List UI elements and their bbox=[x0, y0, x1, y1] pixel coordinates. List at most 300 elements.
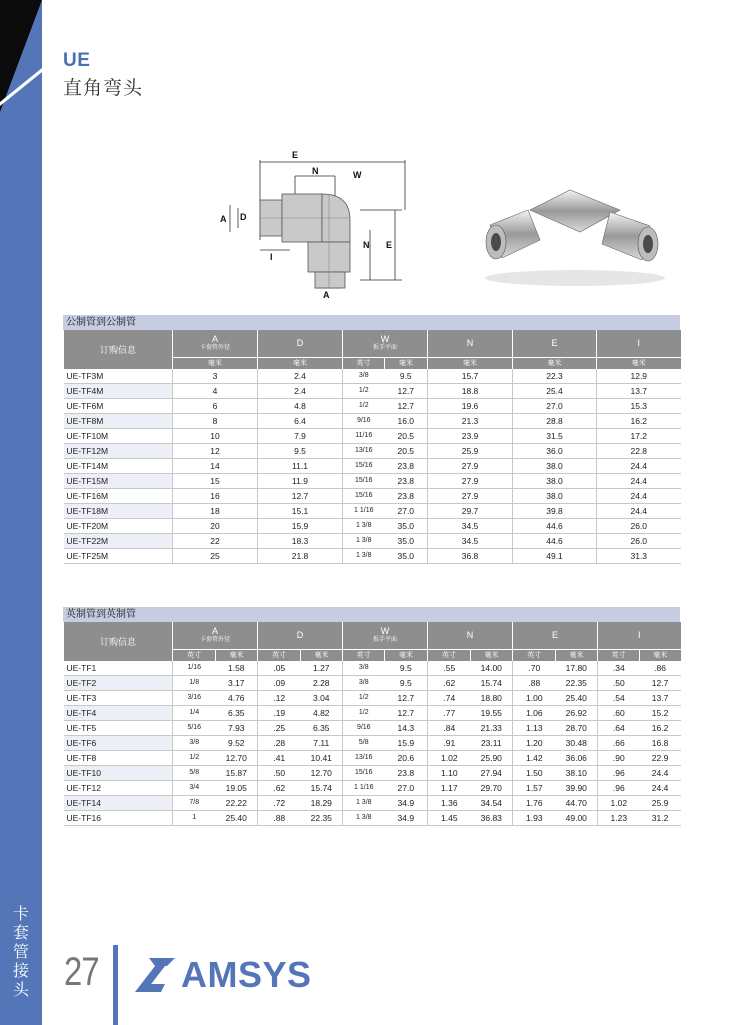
w-mm-cell: 12.7 bbox=[385, 383, 428, 398]
w-mm-cell: 23.8 bbox=[385, 765, 428, 780]
w-in-cell: 9/16 bbox=[343, 413, 385, 428]
i-mm-cell: 24.4 bbox=[597, 488, 681, 503]
footer-divider bbox=[113, 945, 118, 1025]
w-in-cell: 15/16 bbox=[343, 488, 385, 503]
a-mm-cell: 14 bbox=[173, 458, 258, 473]
imperial-table-body bbox=[64, 661, 681, 826]
w-in-cell: 5/8 bbox=[343, 735, 385, 750]
i-mm-cell: 26.0 bbox=[597, 533, 681, 548]
d-mm-cell: 10.41 bbox=[301, 750, 343, 765]
dim-label-e: E bbox=[292, 150, 299, 160]
w-mm-cell: 34.9 bbox=[385, 810, 428, 825]
unit-in: 英寸 bbox=[343, 649, 385, 661]
order-code-cell: UE-TF3M bbox=[64, 369, 173, 384]
w-in-cell: 3/8 bbox=[343, 675, 385, 690]
a-mm-cell: 4.76 bbox=[216, 690, 258, 705]
i-in-cell: .60 bbox=[598, 705, 640, 720]
n-mm-cell: 36.83 bbox=[471, 810, 513, 825]
unit-in: 英寸 bbox=[428, 649, 471, 661]
a-mm-cell: 22 bbox=[173, 533, 258, 548]
n-in-cell: 1.02 bbox=[428, 750, 471, 765]
order-code-cell: UE-TF5 bbox=[64, 720, 173, 735]
a-in-cell: 3/16 bbox=[173, 690, 216, 705]
table-row bbox=[64, 398, 681, 413]
order-code-cell: UE-TF25M bbox=[64, 548, 173, 563]
imperial-table-title: 英制管到英制管 bbox=[63, 607, 680, 622]
elbow-product-photo bbox=[470, 170, 680, 290]
e-mm-cell: 22.3 bbox=[513, 369, 597, 384]
d-in-cell: .72 bbox=[258, 795, 301, 810]
e-mm-cell: 31.5 bbox=[513, 428, 597, 443]
w-mm-cell: 9.5 bbox=[385, 675, 428, 690]
unit-mm: 毫米 bbox=[640, 649, 681, 661]
a-mm-cell: 4 bbox=[173, 383, 258, 398]
n-mm-cell: 27.9 bbox=[428, 473, 513, 488]
e-mm-cell: 39.8 bbox=[513, 503, 597, 518]
e-mm-cell: 25.4 bbox=[513, 383, 597, 398]
col-d: D bbox=[258, 622, 343, 649]
i-mm-cell: 17.2 bbox=[597, 428, 681, 443]
a-in-cell: 3/4 bbox=[173, 780, 216, 795]
order-code-cell: UE-TF8 bbox=[64, 750, 173, 765]
w-in-cell: 1 1/16 bbox=[343, 780, 385, 795]
a-mm-cell: 6.35 bbox=[216, 705, 258, 720]
order-code-cell: UE-TF4M bbox=[64, 383, 173, 398]
table-row bbox=[64, 705, 681, 720]
a-in-cell: 1/16 bbox=[173, 661, 216, 676]
table-row bbox=[64, 443, 681, 458]
d-mm-cell: 15.1 bbox=[258, 503, 343, 518]
d-in-cell: .41 bbox=[258, 750, 301, 765]
col-order-info: 订购信息 bbox=[64, 622, 173, 661]
w-mm-cell: 12.7 bbox=[385, 705, 428, 720]
elbow-dimension-drawing bbox=[210, 150, 430, 300]
order-code-cell: UE-TF12M bbox=[64, 443, 173, 458]
order-code-cell: UE-TF8M bbox=[64, 413, 173, 428]
product-name: 直角弯头 bbox=[63, 78, 144, 99]
i-mm-cell: 26.0 bbox=[597, 518, 681, 533]
order-code-cell: UE-TF14 bbox=[64, 795, 173, 810]
table-row bbox=[64, 795, 681, 810]
e-in-cell: .88 bbox=[513, 675, 556, 690]
d-in-cell: .88 bbox=[258, 810, 301, 825]
e-mm-cell: 49.1 bbox=[513, 548, 597, 563]
e-mm-cell: 27.0 bbox=[513, 398, 597, 413]
metric-table-title: 公制管到公制管 bbox=[63, 315, 680, 330]
a-in-cell: 1/8 bbox=[173, 675, 216, 690]
table-row bbox=[64, 765, 681, 780]
i-mm-cell: 24.4 bbox=[640, 765, 681, 780]
d-mm-cell: 3.04 bbox=[301, 690, 343, 705]
a-mm-cell: 1.58 bbox=[216, 661, 258, 676]
n-in-cell: 1.10 bbox=[428, 765, 471, 780]
i-mm-cell: 24.4 bbox=[597, 503, 681, 518]
table-row bbox=[64, 533, 681, 548]
table-row bbox=[64, 750, 681, 765]
col-a-label: A bbox=[211, 334, 218, 345]
a-in-cell: 1/4 bbox=[173, 705, 216, 720]
w-in-cell: 13/16 bbox=[343, 750, 385, 765]
unit-in: 英寸 bbox=[598, 649, 640, 661]
e-in-cell: 1.50 bbox=[513, 765, 556, 780]
e-mm-cell: 28.70 bbox=[556, 720, 598, 735]
i-mm-cell: 15.3 bbox=[597, 398, 681, 413]
w-mm-cell: 23.8 bbox=[385, 473, 428, 488]
d-in-cell: .50 bbox=[258, 765, 301, 780]
n-mm-cell: 36.8 bbox=[428, 548, 513, 563]
sidebar-char: 管 bbox=[12, 944, 29, 961]
table-row bbox=[64, 473, 681, 488]
e-mm-cell: 36.0 bbox=[513, 443, 597, 458]
i-mm-cell: 25.9 bbox=[640, 795, 681, 810]
i-in-cell: .54 bbox=[598, 690, 640, 705]
unit-mm: 毫米 bbox=[513, 357, 597, 369]
col-n: N bbox=[428, 330, 513, 357]
w-mm-cell: 34.9 bbox=[385, 795, 428, 810]
table-row bbox=[64, 383, 681, 398]
table-row bbox=[64, 413, 681, 428]
col-e: E bbox=[513, 622, 598, 649]
col-a-label: A bbox=[212, 626, 219, 637]
col-e: E bbox=[513, 330, 597, 357]
n-in-cell: 1.36 bbox=[428, 795, 471, 810]
e-mm-cell: 25.40 bbox=[556, 690, 598, 705]
order-code-cell: UE-TF10M bbox=[64, 428, 173, 443]
d-mm-cell: 15.74 bbox=[301, 780, 343, 795]
sidebar-char: 套 bbox=[12, 925, 29, 942]
table-row bbox=[64, 735, 681, 750]
w-mm-cell: 16.0 bbox=[385, 413, 428, 428]
n-in-cell: .55 bbox=[428, 661, 471, 676]
n-mm-cell: 14.00 bbox=[471, 661, 513, 676]
a-mm-cell: 16 bbox=[173, 488, 258, 503]
w-mm-cell: 12.7 bbox=[385, 398, 428, 413]
i-mm-cell: 22.9 bbox=[640, 750, 681, 765]
d-mm-cell: 2.4 bbox=[258, 383, 343, 398]
a-mm-cell: 12.70 bbox=[216, 750, 258, 765]
d-mm-cell: 7.9 bbox=[258, 428, 343, 443]
metric-table-section bbox=[63, 315, 680, 564]
d-mm-cell: 22.35 bbox=[301, 810, 343, 825]
w-mm-cell: 15.9 bbox=[385, 735, 428, 750]
i-in-cell: .96 bbox=[598, 780, 640, 795]
table-row bbox=[64, 690, 681, 705]
col-n: N bbox=[428, 622, 513, 649]
d-mm-cell: 15.9 bbox=[258, 518, 343, 533]
col-w-label: W bbox=[380, 334, 390, 345]
order-code-cell: UE-TF1 bbox=[64, 661, 173, 676]
col-d: D bbox=[258, 330, 343, 357]
w-in-cell: 1 3/8 bbox=[343, 795, 385, 810]
order-code-cell: UE-TF10 bbox=[64, 765, 173, 780]
order-code-cell: UE-TF2 bbox=[64, 675, 173, 690]
sidebar bbox=[0, 0, 42, 1025]
i-mm-cell: 13.7 bbox=[597, 383, 681, 398]
e-mm-cell: 36.06 bbox=[556, 750, 598, 765]
e-mm-cell: 38.0 bbox=[513, 458, 597, 473]
imperial-spec-table bbox=[63, 622, 681, 826]
i-mm-cell: 22.8 bbox=[597, 443, 681, 458]
dim-label-a-bottom: A bbox=[323, 290, 330, 300]
brand-name: AMSYS bbox=[181, 954, 312, 995]
brand-mark-icon bbox=[135, 958, 175, 992]
a-in-cell: 7/8 bbox=[173, 795, 216, 810]
w-mm-cell: 20.5 bbox=[385, 443, 428, 458]
e-in-cell: .70 bbox=[513, 661, 556, 676]
e-in-cell: 1.06 bbox=[513, 705, 556, 720]
unit-mm: 毫米 bbox=[556, 649, 598, 661]
e-in-cell: 1.76 bbox=[513, 795, 556, 810]
e-mm-cell: 44.6 bbox=[513, 533, 597, 548]
n-in-cell: .84 bbox=[428, 720, 471, 735]
w-mm-cell: 14.3 bbox=[385, 720, 428, 735]
w-mm-cell: 27.0 bbox=[385, 503, 428, 518]
order-code-cell: UE-TF4 bbox=[64, 705, 173, 720]
e-mm-cell: 39.90 bbox=[556, 780, 598, 795]
n-mm-cell: 23.11 bbox=[471, 735, 513, 750]
d-mm-cell: 11.1 bbox=[258, 458, 343, 473]
w-in-cell: 1/2 bbox=[343, 690, 385, 705]
i-mm-cell: .86 bbox=[640, 661, 681, 676]
w-in-cell: 1 3/8 bbox=[343, 518, 385, 533]
d-in-cell: .25 bbox=[258, 720, 301, 735]
n-mm-cell: 29.70 bbox=[471, 780, 513, 795]
e-in-cell: 1.93 bbox=[513, 810, 556, 825]
table-row bbox=[64, 548, 681, 563]
e-mm-cell: 38.0 bbox=[513, 473, 597, 488]
w-in-cell: 1 3/8 bbox=[343, 548, 385, 563]
a-in-cell: 5/8 bbox=[173, 765, 216, 780]
w-in-cell: 11/16 bbox=[343, 428, 385, 443]
e-mm-cell: 38.10 bbox=[556, 765, 598, 780]
n-mm-cell: 27.9 bbox=[428, 458, 513, 473]
unit-mm: 毫米 bbox=[597, 357, 681, 369]
n-mm-cell: 25.9 bbox=[428, 443, 513, 458]
i-in-cell: .34 bbox=[598, 661, 640, 676]
d-mm-cell: 18.29 bbox=[301, 795, 343, 810]
n-mm-cell: 27.94 bbox=[471, 765, 513, 780]
dim-label-i: I bbox=[270, 252, 273, 262]
col-w-sub: 扳手平面 bbox=[373, 345, 398, 352]
a-in-cell: 1 bbox=[173, 810, 216, 825]
d-mm-cell: 2.28 bbox=[301, 675, 343, 690]
n-in-cell: .91 bbox=[428, 735, 471, 750]
d-mm-cell: 12.70 bbox=[301, 765, 343, 780]
i-mm-cell: 12.9 bbox=[597, 369, 681, 384]
col-w-sub: 扳手平面 bbox=[373, 637, 398, 644]
d-mm-cell: 9.5 bbox=[258, 443, 343, 458]
a-mm-cell: 20 bbox=[173, 518, 258, 533]
n-in-cell: .62 bbox=[428, 675, 471, 690]
e-mm-cell: 22.35 bbox=[556, 675, 598, 690]
n-mm-cell: 23.9 bbox=[428, 428, 513, 443]
order-code-cell: UE-TF18M bbox=[64, 503, 173, 518]
a-mm-cell: 7.93 bbox=[216, 720, 258, 735]
n-mm-cell: 29.7 bbox=[428, 503, 513, 518]
a-mm-cell: 22.22 bbox=[216, 795, 258, 810]
table-row bbox=[64, 675, 681, 690]
sidebar-category bbox=[8, 905, 34, 1000]
col-i: I bbox=[597, 330, 681, 357]
unit-mm: 毫米 bbox=[216, 649, 258, 661]
n-mm-cell: 34.54 bbox=[471, 795, 513, 810]
w-in-cell: 13/16 bbox=[343, 443, 385, 458]
w-mm-cell: 35.0 bbox=[385, 533, 428, 548]
table-row bbox=[64, 810, 681, 825]
w-in-cell: 1 1/16 bbox=[343, 503, 385, 518]
e-in-cell: 1.57 bbox=[513, 780, 556, 795]
d-mm-cell: 7.11 bbox=[301, 735, 343, 750]
i-mm-cell: 16.2 bbox=[597, 413, 681, 428]
unit-in: 英寸 bbox=[173, 649, 216, 661]
n-in-cell: 1.17 bbox=[428, 780, 471, 795]
i-mm-cell: 31.2 bbox=[640, 810, 681, 825]
a-mm-cell: 3.17 bbox=[216, 675, 258, 690]
d-in-cell: .62 bbox=[258, 780, 301, 795]
d-in-cell: .09 bbox=[258, 675, 301, 690]
w-mm-cell: 9.5 bbox=[385, 369, 428, 384]
d-in-cell: .19 bbox=[258, 705, 301, 720]
e-mm-cell: 49.00 bbox=[556, 810, 598, 825]
e-mm-cell: 26.92 bbox=[556, 705, 598, 720]
w-in-cell: 9/16 bbox=[343, 720, 385, 735]
col-w bbox=[343, 622, 428, 649]
brand-logo bbox=[135, 955, 312, 995]
unit-mm: 毫米 bbox=[301, 649, 343, 661]
e-in-cell: 1.20 bbox=[513, 735, 556, 750]
a-mm-cell: 10 bbox=[173, 428, 258, 443]
d-mm-cell: 2.4 bbox=[258, 369, 343, 384]
n-in-cell: 1.45 bbox=[428, 810, 471, 825]
n-mm-cell: 15.7 bbox=[428, 369, 513, 384]
i-mm-cell: 24.4 bbox=[597, 458, 681, 473]
dim-label-a: A bbox=[220, 214, 227, 224]
unit-size: 英寸 bbox=[343, 357, 385, 369]
a-mm-cell: 12 bbox=[173, 443, 258, 458]
w-in-cell: 15/16 bbox=[343, 473, 385, 488]
e-mm-cell: 30.48 bbox=[556, 735, 598, 750]
a-mm-cell: 15.87 bbox=[216, 765, 258, 780]
n-mm-cell: 27.9 bbox=[428, 488, 513, 503]
a-mm-cell: 19.05 bbox=[216, 780, 258, 795]
n-mm-cell: 18.80 bbox=[471, 690, 513, 705]
d-mm-cell: 11.9 bbox=[258, 473, 343, 488]
col-w-label: W bbox=[380, 626, 390, 637]
w-mm-cell: 20.5 bbox=[385, 428, 428, 443]
table-row bbox=[64, 503, 681, 518]
d-mm-cell: 18.3 bbox=[258, 533, 343, 548]
e-in-cell: 1.42 bbox=[513, 750, 556, 765]
w-mm-cell: 23.8 bbox=[385, 488, 428, 503]
w-mm-cell: 35.0 bbox=[385, 548, 428, 563]
i-in-cell: .66 bbox=[598, 735, 640, 750]
a-mm-cell: 9.52 bbox=[216, 735, 258, 750]
a-mm-cell: 8 bbox=[173, 413, 258, 428]
n-in-cell: .74 bbox=[428, 690, 471, 705]
i-in-cell: .50 bbox=[598, 675, 640, 690]
w-in-cell: 1 3/8 bbox=[343, 533, 385, 548]
i-mm-cell: 16.8 bbox=[640, 735, 681, 750]
order-code-cell: UE-TF3 bbox=[64, 690, 173, 705]
col-a-sub: 卡套管外径 bbox=[200, 637, 231, 644]
d-in-cell: .28 bbox=[258, 735, 301, 750]
d-mm-cell: 21.8 bbox=[258, 548, 343, 563]
order-code-cell: UE-TF6M bbox=[64, 398, 173, 413]
w-in-cell: 3/8 bbox=[343, 661, 385, 676]
unit-in: 英寸 bbox=[513, 649, 556, 661]
d-in-cell: .05 bbox=[258, 661, 301, 676]
n-mm-cell: 19.6 bbox=[428, 398, 513, 413]
unit-mm: 毫米 bbox=[173, 357, 258, 369]
i-mm-cell: 13.7 bbox=[640, 690, 681, 705]
col-order-info: 订购信息 bbox=[64, 330, 173, 369]
d-mm-cell: 6.4 bbox=[258, 413, 343, 428]
unit-mm: 毫米 bbox=[385, 357, 428, 369]
col-a bbox=[173, 622, 258, 649]
a-mm-cell: 25.40 bbox=[216, 810, 258, 825]
w-mm-cell: 9.5 bbox=[385, 661, 428, 676]
i-in-cell: 1.02 bbox=[598, 795, 640, 810]
unit-in: 英寸 bbox=[258, 649, 301, 661]
w-in-cell: 3/8 bbox=[343, 369, 385, 384]
d-mm-cell: 6.35 bbox=[301, 720, 343, 735]
e-in-cell: 1.00 bbox=[513, 690, 556, 705]
n-mm-cell: 21.3 bbox=[428, 413, 513, 428]
d-in-cell: .12 bbox=[258, 690, 301, 705]
i-mm-cell: 12.7 bbox=[640, 675, 681, 690]
order-code-cell: UE-TF12 bbox=[64, 780, 173, 795]
col-i: I bbox=[598, 622, 681, 649]
product-code: UE bbox=[63, 50, 91, 71]
a-mm-cell: 18 bbox=[173, 503, 258, 518]
sidebar-char: 卡 bbox=[12, 906, 29, 923]
a-mm-cell: 25 bbox=[173, 548, 258, 563]
a-in-cell: 5/16 bbox=[173, 720, 216, 735]
table-row bbox=[64, 369, 681, 384]
w-mm-cell: 23.8 bbox=[385, 458, 428, 473]
a-in-cell: 1/2 bbox=[173, 750, 216, 765]
a-mm-cell: 6 bbox=[173, 398, 258, 413]
w-mm-cell: 12.7 bbox=[385, 690, 428, 705]
col-w bbox=[343, 330, 428, 357]
dim-label-e-vert: E bbox=[386, 240, 393, 250]
table-row bbox=[64, 780, 681, 795]
e-in-cell: 1.13 bbox=[513, 720, 556, 735]
e-mm-cell: 17.80 bbox=[556, 661, 598, 676]
w-in-cell: 1/2 bbox=[343, 705, 385, 720]
n-mm-cell: 19.55 bbox=[471, 705, 513, 720]
w-in-cell: 1/2 bbox=[343, 383, 385, 398]
order-code-cell: UE-TF22M bbox=[64, 533, 173, 548]
n-mm-cell: 25.90 bbox=[471, 750, 513, 765]
i-mm-cell: 16.2 bbox=[640, 720, 681, 735]
i-in-cell: 1.23 bbox=[598, 810, 640, 825]
n-mm-cell: 34.5 bbox=[428, 533, 513, 548]
metric-spec-table bbox=[63, 330, 681, 564]
imperial-table-section bbox=[63, 607, 680, 826]
order-code-cell: UE-TF16M bbox=[64, 488, 173, 503]
e-mm-cell: 38.0 bbox=[513, 488, 597, 503]
i-mm-cell: 24.4 bbox=[597, 473, 681, 488]
order-code-cell: UE-TF20M bbox=[64, 518, 173, 533]
w-in-cell: 1/2 bbox=[343, 398, 385, 413]
e-mm-cell: 44.70 bbox=[556, 795, 598, 810]
w-in-cell: 15/16 bbox=[343, 458, 385, 473]
w-in-cell: 15/16 bbox=[343, 765, 385, 780]
w-mm-cell: 27.0 bbox=[385, 780, 428, 795]
d-mm-cell: 4.8 bbox=[258, 398, 343, 413]
table-row bbox=[64, 428, 681, 443]
